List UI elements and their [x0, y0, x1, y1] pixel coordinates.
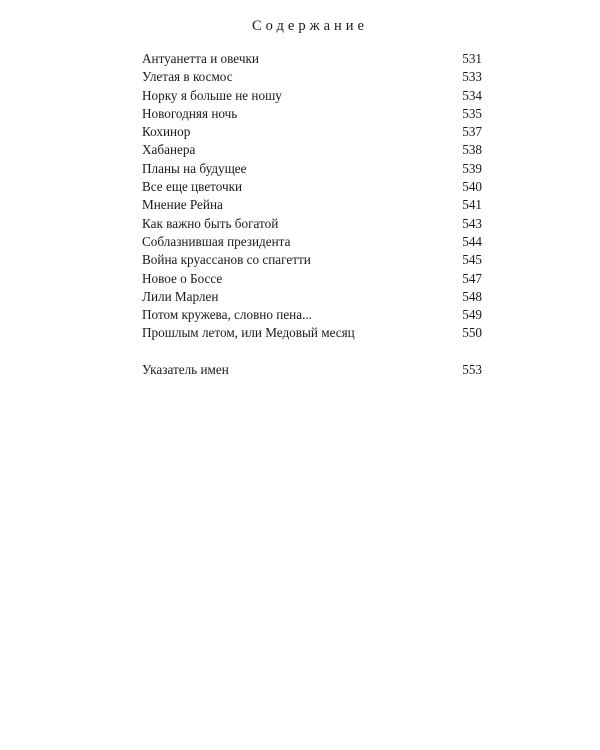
toc-entry-page: 545	[462, 252, 482, 268]
toc-list	[142, 50, 482, 379]
toc-entry-title: Норку я больше не ношу	[142, 87, 282, 103]
toc-entry-title: Новогодняя ночь	[142, 105, 238, 121]
toc-entry[interactable]	[142, 324, 482, 342]
toc-entry-title: Планы на будущее	[142, 160, 247, 176]
toc-entry-title: Хабанера	[142, 142, 196, 158]
toc-entry-title: Прошлым летом, или Медовый месяц	[142, 325, 355, 341]
toc-entry-title: Соблазнившая президента	[142, 233, 291, 249]
toc-entry-page: 548	[462, 288, 482, 304]
toc-spacer	[142, 343, 482, 361]
toc-entry[interactable]	[142, 306, 482, 324]
toc-entry[interactable]	[142, 160, 482, 178]
toc-entry-title: Улетая в космос	[142, 69, 233, 85]
toc-entry[interactable]	[142, 123, 482, 141]
toc-entry[interactable]	[142, 105, 482, 123]
toc-entry-title: Антуанетта и овечки	[142, 51, 259, 66]
toc-entry-page: 544	[462, 233, 482, 249]
toc-entry-title: Кохинор	[142, 124, 191, 140]
toc-index-title: Указатель имен	[142, 361, 229, 377]
toc-entry[interactable]	[142, 141, 482, 159]
toc-entry[interactable]	[142, 87, 482, 105]
toc-entry[interactable]	[142, 251, 482, 269]
toc-entry-title: Потом кружева, словно пена...	[142, 307, 312, 323]
toc-entry-page: 547	[462, 270, 482, 286]
toc-entry-page: 540	[462, 179, 482, 195]
toc-entry-title: Новое о Боссе	[142, 270, 223, 286]
toc-entry-page: 550	[462, 325, 482, 341]
toc-entry-page: 541	[462, 197, 482, 213]
toc-entry-page: 533	[462, 69, 482, 85]
toc-entry-title: Лили Марлен	[142, 288, 219, 304]
toc-entry-page: 535	[462, 105, 482, 121]
toc-entry-page: 543	[462, 215, 482, 231]
toc-entry[interactable]	[142, 215, 482, 233]
toc-entry-page: 539	[462, 160, 482, 176]
toc-entry-page: 534	[462, 87, 482, 103]
toc-entry[interactable]	[142, 50, 482, 68]
toc-entry-title: Война круассанов со спагетти	[142, 252, 311, 268]
toc-entry-page: 531	[462, 51, 482, 66]
toc-entry-page: 537	[462, 124, 482, 140]
toc-entry-title: Как важно быть богатой	[142, 215, 279, 231]
toc-entry-title: Все еще цветочки	[142, 179, 243, 195]
toc-index-page: 553	[462, 361, 482, 377]
page-title: Содержание	[252, 18, 368, 34]
toc-entry-page: 538	[462, 142, 482, 158]
toc-entry[interactable]	[142, 196, 482, 214]
toc-entry[interactable]	[142, 68, 482, 86]
toc-entry[interactable]	[142, 288, 482, 306]
toc-entry-index[interactable]	[142, 361, 482, 379]
toc-entry[interactable]	[142, 233, 482, 251]
toc-entry[interactable]	[142, 178, 482, 196]
toc-entry[interactable]	[142, 270, 482, 288]
toc-entry-page: 549	[462, 307, 482, 323]
toc-entry-title: Мнение Рейна	[142, 197, 223, 213]
